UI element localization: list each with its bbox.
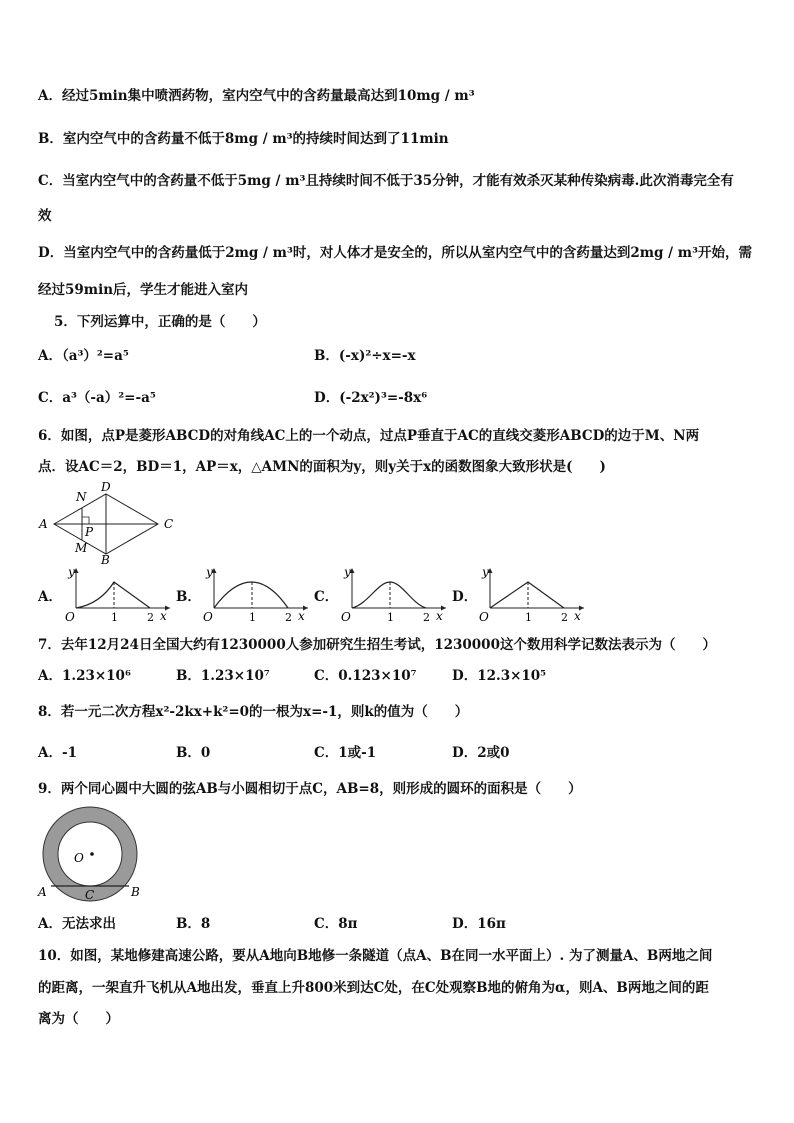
q9-option-d: D．16π — [452, 916, 506, 932]
fig-label-p: P — [85, 525, 94, 539]
fig-label-m: M — [75, 541, 88, 555]
fig-label-b9: B — [131, 885, 140, 899]
q10-stem-line3: 离为（ ） — [38, 1011, 119, 1027]
q10-stem-line1: 10．如图，某地修建高速公路，要从A地向B地修一条隧道（点A、B在同一水平面上）. 为了测量A、B两地之间 — [38, 948, 713, 964]
q9-stem: 9．两个同心圆中大圆的弦AB与小圆相切于点C，AB=8，则形成的圆环的面积是（ ） — [38, 781, 582, 797]
rhombus-figure — [36, 482, 186, 566]
q5-stem: 5．下列运算中，正确的是（ ） — [54, 314, 266, 330]
graph-d-y: y — [482, 565, 489, 579]
q6-option-d-label: D． — [452, 589, 478, 605]
q4-option-a: A．经过5min集中喷洒药物，室内空气中的含药量最高达到10mg / m³ — [38, 88, 475, 104]
q6-graph-d — [476, 564, 588, 626]
q8-option-b: B．0 — [176, 745, 211, 761]
graph-a-x: x — [160, 609, 167, 623]
q7-stem: 7．去年12月24日全国大约有1230000人参加研究生招生考试，1230000这个数用科学记数法表示为（ ） — [38, 637, 716, 653]
q5-option-b: B．(-x)²÷x=-x — [314, 348, 416, 364]
q9-option-b: B．8 — [176, 916, 211, 932]
q8-option-d: D．2或0 — [452, 745, 510, 761]
q6-stem-line2: 点．设AC＝2，BD＝1，AP＝x，△AMN的面积为y，则y关于x的函数图象大致形状是( ) — [38, 459, 606, 475]
fig-label-o: O — [74, 851, 84, 865]
q4-option-c-line1: C．当室内空气中的含药量不低于5mg / m³且持续时间不低于35分钟，才能有效杀灭某种传染病毒.此次消毒完全有 — [38, 173, 734, 189]
fig-label-n: N — [76, 490, 87, 504]
graph-b-2: 2 — [285, 611, 292, 624]
graph-a-o: O — [65, 610, 75, 624]
graph-d-o: O — [479, 610, 489, 624]
graph-c-x: x — [436, 609, 443, 623]
q8-option-c: C．1或-1 — [314, 745, 377, 761]
q7-option-b: B．1.23×10⁷ — [176, 668, 270, 684]
q8-option-a: A．-1 — [38, 745, 77, 761]
q4-option-c-line2: 效 — [38, 208, 52, 224]
q5-option-a: A．（a³）²=a⁵ — [38, 348, 129, 364]
q6-option-c-label: C． — [314, 589, 339, 605]
q7-option-c: C．0.123×10⁷ — [314, 668, 417, 684]
q6-option-a-label: A． — [38, 589, 62, 605]
graph-b-o: O — [203, 610, 213, 624]
q4-option-d-line2: 经过59min后，学生才能进入室内 — [38, 282, 249, 298]
graph-b-x: x — [298, 609, 305, 623]
q6-stem-line1: 6．如图，点P是菱形ABCD的对角线AC上的一个动点，过点P垂直于AC的直线交菱形ABCD的边于M、N两 — [38, 428, 700, 444]
fig-label-c9: C — [85, 888, 95, 902]
q4-option-d-line1: D．当室内空气中的含药量低于2mg / m³时，对人体才是安全的，所以从室内空气中的含药量达到2mg / m³开始，需 — [38, 245, 752, 261]
graph-d-x: x — [574, 609, 581, 623]
q5-option-d: D．(-2x²)³=-8x⁶ — [314, 390, 428, 406]
fig-label-a: A — [39, 517, 48, 531]
graph-b-1: 1 — [249, 611, 256, 624]
graph-a-2: 2 — [147, 611, 154, 624]
q6-option-b-label: B． — [176, 589, 201, 605]
q9-option-c: C．8π — [314, 916, 358, 932]
graph-b-y: y — [206, 565, 213, 579]
graph-a-y: y — [68, 565, 75, 579]
graph-c-o: O — [341, 610, 351, 624]
graph-d-2: 2 — [561, 611, 568, 624]
fig-label-d: D — [101, 482, 111, 494]
graph-c-y: y — [344, 565, 351, 579]
graph-a-1: 1 — [111, 611, 118, 624]
graph-d-1: 1 — [525, 611, 532, 624]
q4-option-b: B．室内空气中的含药量不低于8mg / m³的持续时间达到了11min — [38, 131, 449, 147]
q9-option-a: A．无法求出 — [38, 916, 116, 932]
q6-graph-a — [62, 564, 174, 626]
q7-option-a: A．1.23×10⁶ — [38, 668, 131, 684]
q7-option-d: D．12.3×10⁵ — [452, 668, 547, 684]
fig-label-c: C — [164, 517, 174, 531]
graph-c-2: 2 — [423, 611, 430, 624]
q8-stem: 8．若一元二次方程x²-2kx+k²=0的一根为x=-1，则k的值为（ ） — [38, 704, 469, 720]
q10-stem-line2: 的距离，一架直升飞机从A地出发，垂直上升800米到达C处，在C处观察B地的俯角为α，则A、B两地之间的距 — [38, 980, 709, 996]
annulus-figure — [34, 806, 146, 906]
q6-graph-b — [200, 564, 312, 626]
graph-c-1: 1 — [387, 611, 394, 624]
q5-option-c: C．a³（-a）²=-a⁵ — [38, 390, 156, 406]
fig-label-b: B — [101, 553, 110, 566]
q6-graph-c — [338, 564, 450, 626]
fig-label-a9: A — [38, 885, 47, 899]
